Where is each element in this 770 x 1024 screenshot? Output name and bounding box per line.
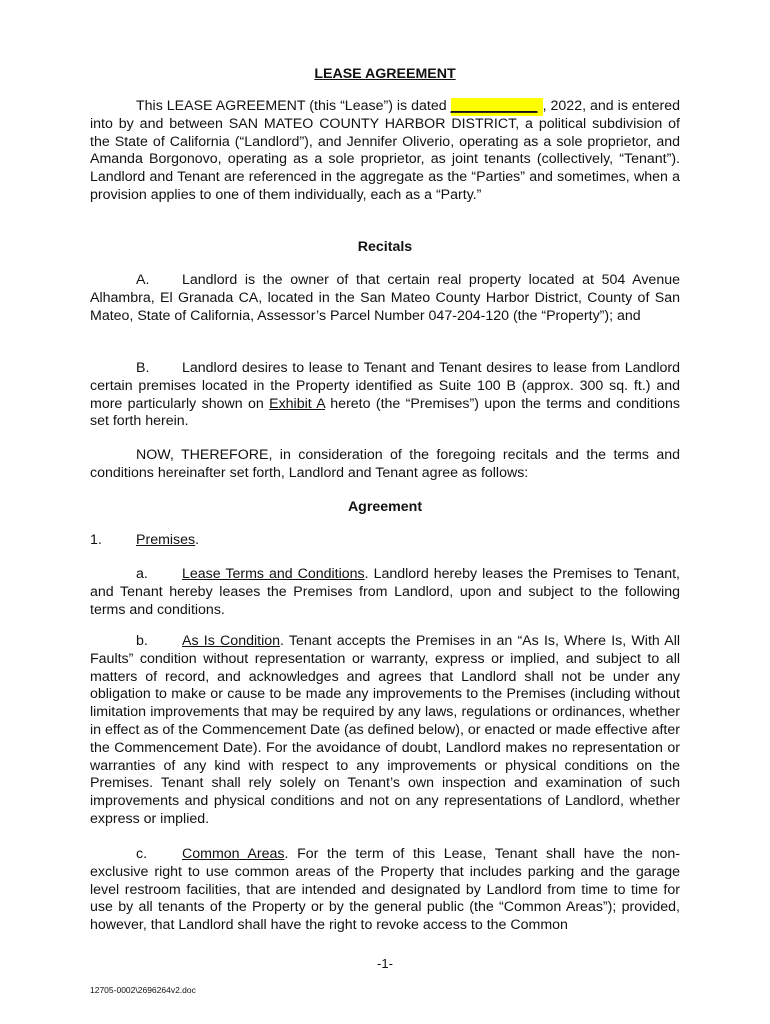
recital-a: [90, 272, 680, 325]
recitals-heading: Recitals: [357, 239, 413, 255]
section-1-title: Premises: [136, 532, 196, 548]
subsection-c-title: Common Areas: [182, 846, 285, 862]
intro-paragraph: [90, 98, 680, 205]
document-title: LEASE AGREEMENT: [314, 66, 456, 82]
now-therefore-text: NOW, THEREFORE, in consideration of the foregoing recitals and the terms and conditions hereinafter set forth, Landlord and Tenant agree as follows:: [90, 447, 680, 481]
section-1-number: 1.: [90, 532, 102, 548]
now-therefore-paragraph: [90, 447, 680, 483]
recital-b-pre: Landlord desires to lease to Tenant and Tenant desires to lease from Landlord certain premises located in the Property identified as Suite 100 B (approx. 300 sq. ft.) and more particularly shown on: [90, 360, 680, 412]
subsection-c-label: c.: [136, 846, 148, 862]
subsection-c-text: . For the term of this Lease, Tenant shall have the non-exclusive right to use common areas of the Property that includes parking and the garage level restroom facilities, that are intended and designated by Landlord from time to time for use by all tenants of the Property or by the general public (the “Common Areas”); provided, however, that Landlord shall have the right to revoke access to the Common: [90, 846, 680, 934]
recital-b: [90, 360, 680, 431]
subsection-b: [90, 633, 680, 829]
subsection-b-text: . Tenant accepts the Premises in an “As Is, Where Is, With All Faults” condition without representation or warranty, express or implied, and subject to all matters of record, and acknowledges and agrees that Landlord shall not be under any obligation to make or cause to be made any improvements to the Premises (including without limitation improvements that may be required by any laws, regulations or ordinances, whether in effect as of the Commencement Date (as defined below), or enacted or made effective after the Commencement Date). For the avoidance of doubt, Landlord makes no representation or warranties of any kind with respect to any improvements or physical conditions on the Premises. Tenant shall rely solely on Tenant’s own inspection and examination of such improvements and physical conditions and not on any representations of Landlord, whether express or implied.: [90, 633, 680, 827]
subsection-a-label: a.: [136, 566, 148, 582]
section-1-heading: [90, 532, 680, 550]
subsection-a-title: Lease Terms and Conditions: [182, 566, 365, 582]
date-blank-field[interactable]: ___________: [451, 98, 543, 116]
recital-a-label: A.: [136, 272, 150, 288]
agreement-heading: Agreement: [347, 499, 423, 515]
page-number: -1-: [377, 956, 393, 971]
exhibit-a-link[interactable]: Exhibit A: [269, 395, 325, 412]
subsection-b-title: As Is Condition: [182, 633, 280, 649]
subsection-a: [90, 566, 680, 619]
document-footer-id: 12705-0002\2696264v2.doc: [90, 985, 196, 995]
subsection-c: [90, 846, 680, 935]
recital-a-text: Landlord is the owner of that certain real property located at 504 Avenue Alhambra, El Granada CA, located in the San Mateo County Harbor District, County of San Mateo, State of California, Assessor’s Parcel Number 047-204-120 (the “Property”); and: [90, 272, 680, 324]
recital-b-label: B.: [136, 360, 150, 376]
subsection-a-text: . Landlord hereby leases the Premises to Tenant, and Tenant hereby leases the Premises from Landlord, upon and subject to the following terms and conditions.: [90, 566, 680, 618]
intro-post: , 2022, and is entered into by and between SAN MATEO COUNTY HARBOR DISTRICT, a political subdivision of the State of California (“Landlord”), and Jennifer Oliverio, operating as a sole proprietor, and Amanda Borgonovo, operating as a sole proprietor, as joint tenants (collectively, “Tenant”). Landlord and Tenant are referenced in the aggregate as the “Parties” and sometimes, when a provision applies to one of them individually, each as a “Party.”: [90, 98, 681, 203]
intro-pre: This LEASE AGREEMENT (this “Lease”) is dated: [136, 98, 451, 114]
recital-b-post: hereto (the “Premises”) upon the terms and conditions set forth herein.: [90, 395, 680, 430]
subsection-b-label: b.: [136, 633, 148, 649]
section-1-period: .: [195, 532, 200, 548]
